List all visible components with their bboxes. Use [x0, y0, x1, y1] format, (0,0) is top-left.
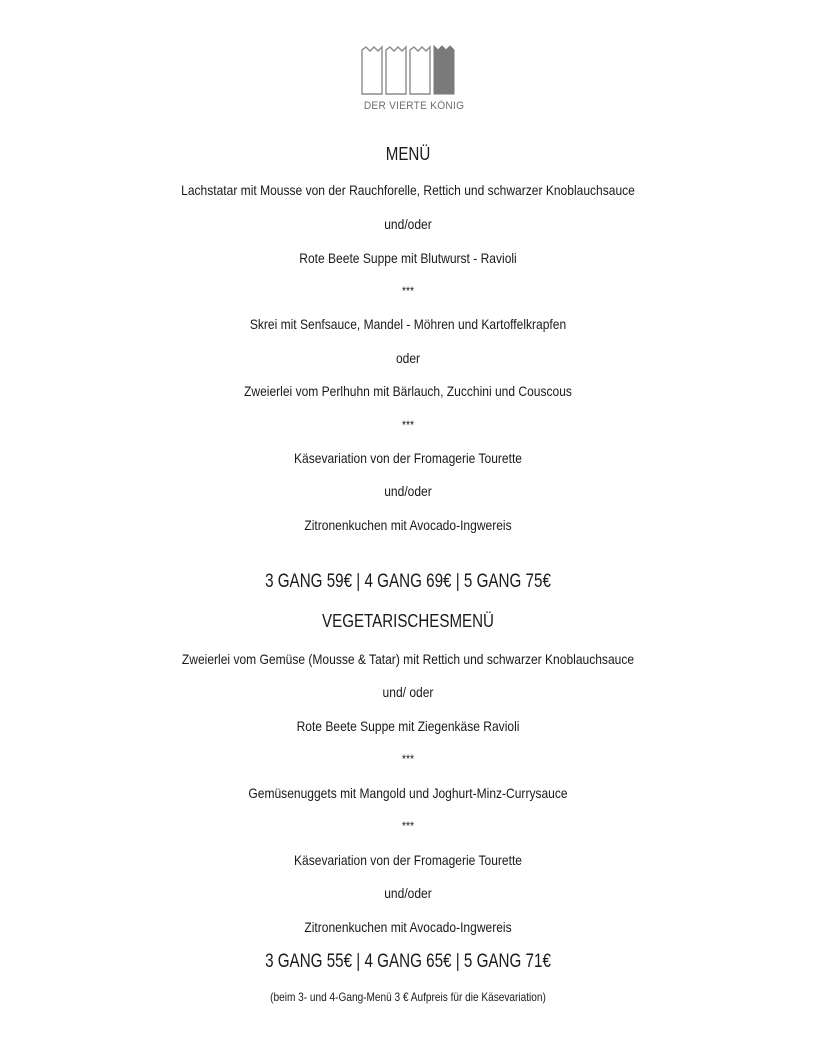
course-separator: ***: [401, 819, 415, 833]
menu-line: Rote Beete Suppe mit Blutwurst - Ravioli: [299, 250, 517, 266]
vegetarian-menu-heading: VEGETARISCHESMENÜ: [322, 611, 494, 631]
course-separator: ***: [401, 752, 415, 766]
vegetarian-menu-line: Zitronenkuchen mit Avocado-Ingwereis: [304, 919, 512, 935]
menu-line: oder: [395, 350, 421, 366]
menu-line: und/oder: [384, 216, 432, 232]
vegetarian-menu-line: Käsevariation von der Fromagerie Tourette: [293, 852, 522, 868]
crown-logo-icon: [360, 44, 456, 96]
cheese-surcharge-note: (beim 3- und 4-Gang-Menü 3 € Aufpreis für die Käsevariation): [270, 990, 546, 1004]
menu-line: und/oder: [384, 483, 432, 499]
logo-wordmark: DER VIERTE KÖNIG: [363, 100, 465, 112]
vegetarian-menu-line: und/oder: [384, 885, 432, 901]
menu-line: Zitronenkuchen mit Avocado-Ingwereis: [304, 517, 512, 533]
menu-line: Käsevariation von der Fromagerie Tourette: [293, 450, 522, 466]
menu-price: 3 GANG 59€ | 4 GANG 69€ | 5 GANG 75€: [265, 571, 551, 592]
menu-heading: MENÜ: [385, 144, 431, 164]
menu-line: Zweierlei vom Perlhuhn mit Bärlauch, Zucchini und Couscous: [244, 383, 572, 399]
course-separator: ***: [401, 284, 415, 298]
vegetarian-menu-price: 3 GANG 55€ | 4 GANG 65€ | 5 GANG 71€: [265, 951, 551, 972]
vegetarian-menu-line: Zweierlei vom Gemüse (Mousse & Tatar) mit Rettich und schwarzer Knoblauchsauce: [181, 651, 635, 667]
vegetarian-menu-line: Gemüsenuggets mit Mangold und Joghurt-Minz-Currysauce: [248, 785, 568, 801]
menu-line: Skrei mit Senfsauce, Mandel - Möhren und Kartoffelkrapfen: [249, 316, 567, 332]
course-separator: ***: [401, 418, 415, 432]
restaurant-logo: [360, 44, 465, 120]
vegetarian-menu-line: und/ oder: [382, 684, 434, 700]
vegetarian-menu-line: Rote Beete Suppe mit Ziegenkäse Ravioli: [296, 718, 520, 734]
menu-line: Lachstatar mit Mousse von der Rauchforelle, Rettich und schwarzer Knoblauchsauce: [181, 182, 635, 198]
